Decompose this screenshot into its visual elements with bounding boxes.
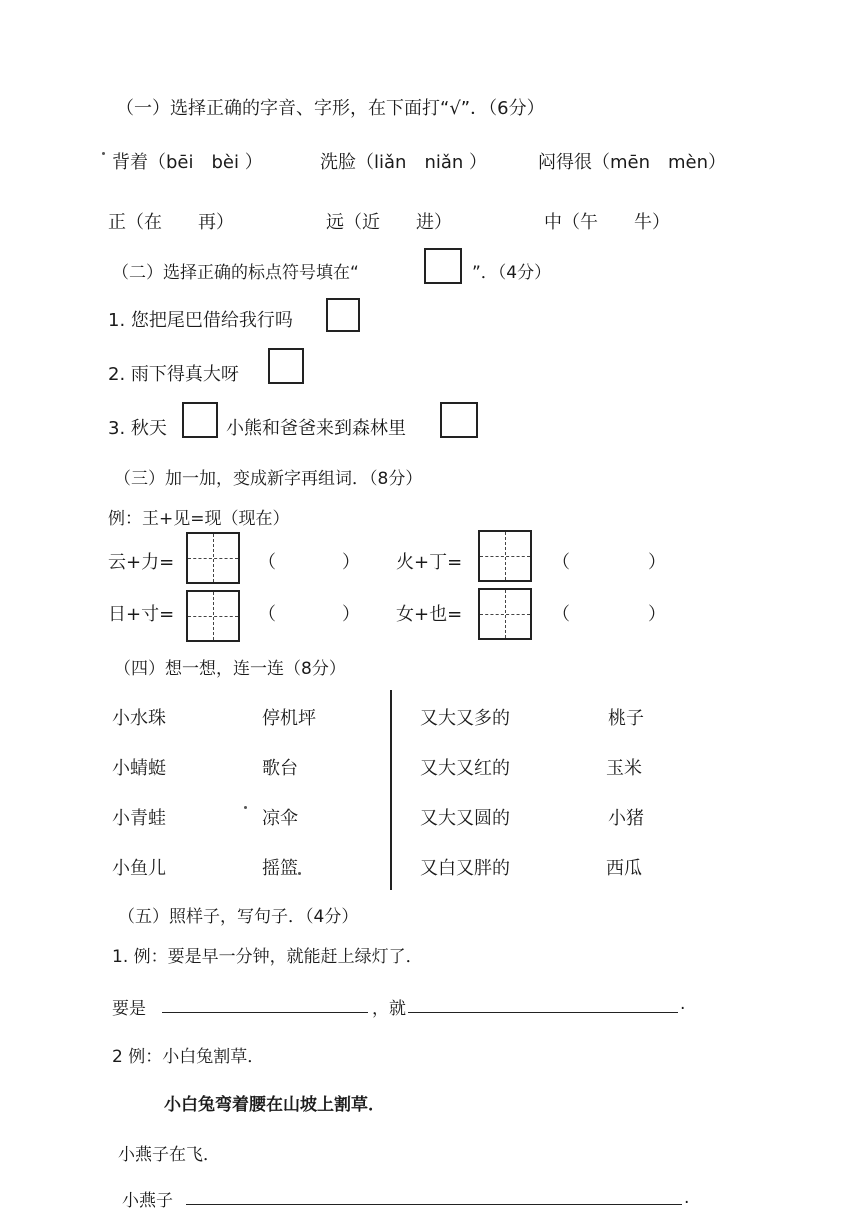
example-answer: 小白兔弯着腰在山坡上割草． bbox=[164, 1095, 385, 1115]
match-item-left[interactable]: 小蜻蜓 bbox=[112, 758, 166, 779]
column-divider bbox=[390, 690, 392, 890]
paren-left: （ bbox=[552, 604, 570, 625]
answer-box[interactable] bbox=[268, 348, 304, 384]
match-item-left[interactable]: 小青蛙 bbox=[112, 808, 166, 829]
example-sentence: 1. 例：要是早一分钟，就能赶上绿灯了． bbox=[112, 947, 423, 967]
paren-right: ） bbox=[342, 604, 360, 625]
paren-left: （ bbox=[258, 604, 276, 625]
match-item-right[interactable]: 停机坪 bbox=[262, 708, 316, 729]
equation: 日+寸= bbox=[108, 604, 175, 625]
match-item-right[interactable]: 桃子 bbox=[608, 708, 644, 729]
question-3-part-b: 小熊和爸爸来到森林里 bbox=[226, 418, 406, 439]
match-item-right[interactable]: 歌台 bbox=[262, 758, 298, 779]
match-item-right[interactable]: 凉伞 bbox=[262, 808, 298, 829]
match-item-right[interactable]: 摇篮 bbox=[262, 858, 298, 879]
match-item-left[interactable]: 又白又胖的 bbox=[420, 858, 510, 879]
equation: 女+也= bbox=[396, 604, 463, 625]
question-3-part-a: 3. 秋天 bbox=[108, 418, 167, 439]
example-sentence: 2 例：小白兔割草． bbox=[112, 1047, 265, 1067]
match-item-right[interactable]: 玉米 bbox=[606, 758, 642, 779]
fill-connector: ，就 bbox=[372, 999, 406, 1019]
fill-prefix: 要是 bbox=[112, 999, 146, 1019]
tian-grid-box[interactable] bbox=[186, 590, 240, 642]
tian-grid-box[interactable] bbox=[478, 588, 532, 640]
paren-right: ） bbox=[648, 552, 666, 573]
tian-grid-box[interactable] bbox=[186, 532, 240, 584]
option-word: 背着（bēi bèi ） bbox=[112, 152, 263, 173]
equation: 云+力= bbox=[108, 552, 175, 573]
match-item-right[interactable]: 西瓜 bbox=[606, 858, 642, 879]
match-item-right[interactable]: 小猪 bbox=[608, 808, 644, 829]
paren-left: （ bbox=[258, 552, 276, 573]
fill-period: . bbox=[684, 1188, 690, 1208]
option-char: 中（午 牛） bbox=[544, 212, 670, 233]
example-text: 例：王+见=现（现在） bbox=[108, 509, 290, 529]
answer-line[interactable] bbox=[162, 1012, 368, 1013]
section-3-title: （三）加一加，变成新字再组词．（8分） bbox=[114, 469, 423, 489]
answer-line[interactable] bbox=[186, 1204, 682, 1205]
section-2-title-start: （二）选择正确的标点符号填在“ bbox=[112, 263, 359, 283]
scan-speck bbox=[244, 806, 247, 809]
paren-right: ） bbox=[342, 552, 360, 573]
match-item-left[interactable]: 小水珠 bbox=[112, 708, 166, 729]
scan-speck bbox=[298, 872, 301, 875]
scan-speck bbox=[102, 152, 105, 155]
answer-box[interactable] bbox=[440, 402, 478, 438]
section-4-title: （四）想一想，连一连（8分） bbox=[114, 659, 346, 679]
option-word: 洗脸（liǎn niǎn ） bbox=[320, 152, 488, 173]
answer-line[interactable] bbox=[408, 1012, 678, 1013]
section-5-title: （五）照样子，写句子．（4分） bbox=[118, 907, 359, 927]
question-2: 2. 雨下得真大呀 bbox=[108, 364, 239, 385]
paren-left: （ bbox=[552, 552, 570, 573]
match-item-left[interactable]: 又大又圆的 bbox=[420, 808, 510, 829]
answer-box[interactable] bbox=[326, 298, 360, 332]
match-item-left[interactable]: 小鱼儿 bbox=[112, 858, 166, 879]
question-1: 1. 您把尾巴借给我行吗 bbox=[108, 310, 293, 331]
fill-period: . bbox=[680, 994, 686, 1014]
match-item-left[interactable]: 又大又红的 bbox=[420, 758, 510, 779]
tian-grid-box[interactable] bbox=[478, 530, 532, 582]
question-sentence: 小燕子在飞． bbox=[118, 1145, 220, 1165]
option-word: 闷得很（mēn mèn） bbox=[538, 152, 727, 173]
option-char: 正（在 再） bbox=[108, 212, 234, 233]
fill-prefix: 小燕子 bbox=[122, 1191, 173, 1211]
equation: 火+丁= bbox=[396, 552, 463, 573]
section-1-title: （一）选择正确的字音、字形，在下面打“√”．（6分） bbox=[116, 98, 545, 119]
option-char: 远（近 进） bbox=[326, 212, 452, 233]
punctuation-box-sample bbox=[424, 248, 462, 284]
section-2-title-end: ”．（4分） bbox=[472, 263, 552, 283]
match-item-left[interactable]: 又大又多的 bbox=[420, 708, 510, 729]
answer-box[interactable] bbox=[182, 402, 218, 438]
paren-right: ） bbox=[648, 604, 666, 625]
